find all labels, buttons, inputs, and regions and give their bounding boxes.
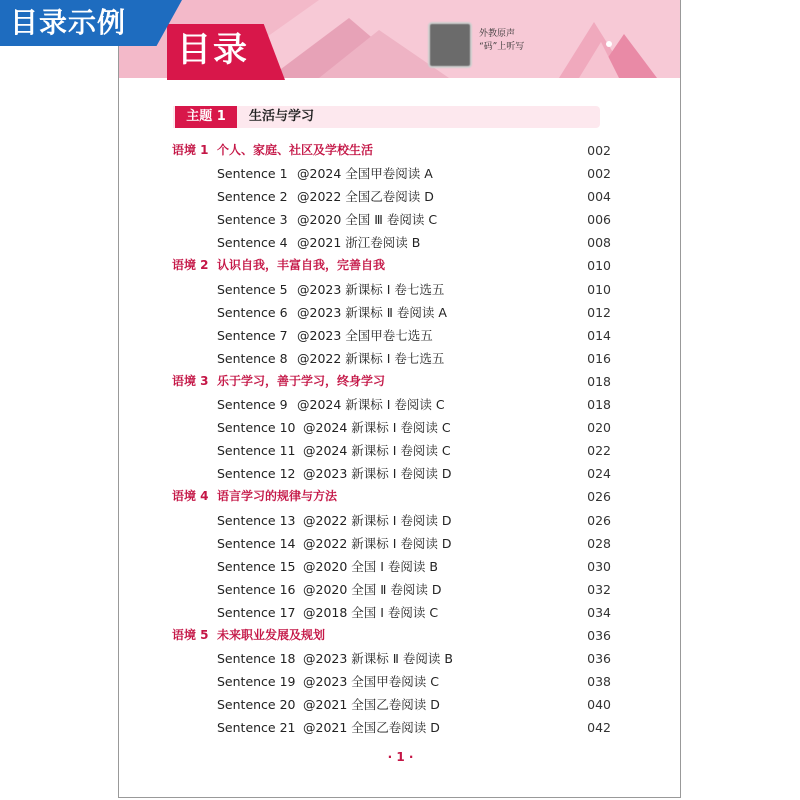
entry-label: Sentence 15 (217, 558, 296, 574)
section-label: 语境 4 (172, 489, 209, 504)
qr-caption-line-1: 外教原声 (479, 29, 516, 39)
page-ref: 026 (587, 489, 611, 505)
toc-entry-row[interactable] (119, 301, 681, 324)
theme-title: 生活与学习 (249, 109, 315, 124)
entry-label: Sentence 14 (217, 535, 296, 551)
entry-label: Sentence 6 (217, 304, 288, 320)
toc-entry-row[interactable] (119, 693, 681, 716)
toc-entry-row[interactable] (119, 555, 681, 578)
page-ref: 016 (587, 350, 611, 366)
entry-label: Sentence 5 (217, 281, 288, 297)
page-ref: 004 (587, 189, 611, 205)
toc-entry-row[interactable] (119, 509, 681, 532)
entry-label: Sentence 21 (217, 720, 296, 736)
page-number: · 1 · (387, 750, 414, 764)
theme-tag: 主题 1 (175, 106, 237, 128)
section-title: 语言学习的规律与方法 (217, 489, 338, 504)
table-of-contents (119, 139, 681, 739)
toc-section-row[interactable] (119, 139, 681, 162)
entry-label: Sentence 11 (217, 443, 296, 459)
entry-source: @2023 新课标 Ⅰ 卷阅读 D (303, 466, 452, 482)
entry-label: Sentence 8 (217, 350, 288, 366)
toc-entry-row[interactable] (119, 347, 681, 370)
entry-label: Sentence 17 (217, 604, 296, 620)
section-label: 语境 5 (172, 627, 209, 642)
toc-entry-row[interactable] (119, 670, 681, 693)
entry-label: Sentence 13 (217, 512, 296, 528)
section-title: 个人、家庭、社区及学校生活 (217, 143, 374, 157)
toc-entry-row[interactable] (119, 185, 681, 208)
toc-section-row[interactable] (119, 370, 681, 393)
toc-section-row[interactable] (119, 254, 681, 277)
page-ref: 008 (587, 235, 611, 251)
page-ref: 042 (587, 720, 611, 736)
qr-code-image[interactable] (428, 22, 472, 68)
toc-entry-row[interactable] (119, 716, 681, 739)
entry-label: Sentence 1 (217, 166, 288, 182)
mountain-illustration (539, 12, 681, 78)
page-ref: 032 (587, 581, 611, 597)
toc-page (118, 0, 681, 798)
entry-source: @2023 新课标 Ⅱ 卷阅读 A (297, 304, 447, 320)
page-ref: 018 (587, 397, 611, 413)
toc-entry-row[interactable] (119, 601, 681, 624)
page-ref: 040 (587, 697, 611, 713)
entry-label: Sentence 7 (217, 327, 288, 343)
entry-source: @2023 全国甲卷阅读 C (303, 674, 439, 690)
toc-entry-row[interactable] (119, 578, 681, 601)
toc-entry-row[interactable] (119, 462, 681, 485)
page-ref: 024 (587, 466, 611, 482)
entry-label: Sentence 2 (217, 189, 288, 205)
page-ref: 002 (587, 143, 611, 158)
toc-entry-row[interactable] (119, 393, 681, 416)
page-ref: 006 (587, 212, 611, 228)
toc-entry-row[interactable] (119, 208, 681, 231)
toc-section-row[interactable] (119, 485, 681, 508)
page-ref: 002 (587, 166, 611, 182)
entry-source: @2020 全国 Ⅲ 卷阅读 C (297, 212, 438, 228)
toc-entry-row[interactable] (119, 647, 681, 670)
section-label: 语境 3 (172, 373, 209, 388)
page-ref: 036 (587, 627, 611, 643)
entry-source: @2024 全国甲卷阅读 A (297, 166, 433, 182)
entry-source: @2023 全国甲卷七选五 (297, 327, 433, 343)
page-ref: 038 (587, 674, 611, 690)
page-ref: 010 (587, 281, 611, 297)
entry-label: Sentence 20 (217, 697, 296, 713)
entry-label: Sentence 3 (217, 212, 288, 228)
page-ref: 020 (587, 420, 611, 436)
entry-source: @2022 全国乙卷阅读 D (297, 189, 434, 205)
page-ref: 012 (587, 304, 611, 320)
entry-source: @2024 新课标 Ⅰ 卷阅读 C (297, 397, 445, 413)
toc-entry-row[interactable] (119, 439, 681, 462)
page-ref: 028 (587, 535, 611, 551)
entry-source: @2023 新课标 Ⅰ 卷七选五 (297, 281, 445, 297)
entry-source: @2022 新课标 Ⅰ 卷七选五 (297, 350, 445, 366)
toc-entry-row[interactable] (119, 324, 681, 347)
entry-label: Sentence 19 (217, 674, 296, 690)
toc-section-row[interactable] (119, 624, 681, 647)
entry-label: Sentence 4 (217, 235, 288, 251)
page-ref: 014 (587, 327, 611, 343)
corner-badge-label: 目录示例 (10, 6, 127, 39)
toc-entry-row[interactable] (119, 278, 681, 301)
toc-entry-row[interactable] (119, 231, 681, 254)
page-ref: 022 (587, 443, 611, 459)
page-ref: 018 (587, 373, 611, 389)
entry-label: Sentence 10 (217, 420, 296, 436)
entry-source: @2023 新课标 Ⅱ 卷阅读 B (303, 651, 453, 667)
section-title: 乐于学习，善于学习，终身学习 (217, 373, 386, 388)
page-title: 目录 (177, 30, 249, 70)
toc-entry-row[interactable] (119, 162, 681, 185)
entry-source: @2022 新课标 Ⅰ 卷阅读 D (303, 512, 452, 528)
qr-caption-line-2: “码”上听写 (479, 42, 525, 52)
page-ref: 036 (587, 651, 611, 667)
theme-bar (173, 106, 600, 128)
entry-source: @2020 全国 Ⅱ 卷阅读 D (303, 581, 442, 597)
entry-source: @2021 浙江卷阅读 B (297, 235, 421, 251)
entry-source: @2021 全国乙卷阅读 D (303, 697, 440, 713)
entry-label: Sentence 16 (217, 581, 296, 597)
page-ref: 010 (587, 258, 611, 274)
entry-source: @2020 全国 Ⅰ 卷阅读 B (303, 558, 438, 574)
entry-source: @2024 新课标 Ⅰ 卷阅读 C (303, 443, 451, 459)
entry-label: Sentence 12 (217, 466, 296, 482)
entry-label: Sentence 9 (217, 397, 288, 413)
entry-label: Sentence 18 (217, 651, 296, 667)
section-label: 语境 2 (172, 258, 209, 273)
entry-source: @2018 全国 Ⅰ 卷阅读 C (303, 604, 439, 620)
entry-source: @2024 新课标 Ⅰ 卷阅读 C (303, 420, 451, 436)
section-label: 语境 1 (172, 143, 209, 157)
entry-source: @2021 全国乙卷阅读 D (303, 720, 440, 736)
toc-entry-row[interactable] (119, 532, 681, 555)
toc-entry-row[interactable] (119, 416, 681, 439)
section-title: 未来职业发展及规划 (217, 627, 326, 642)
entry-source: @2022 新课标 Ⅰ 卷阅读 D (303, 535, 452, 551)
section-title: 认识自我，丰富自我，完善自我 (217, 258, 386, 273)
page-ref: 026 (587, 512, 611, 528)
page-ref: 030 (587, 558, 611, 574)
page-ref: 034 (587, 604, 611, 620)
